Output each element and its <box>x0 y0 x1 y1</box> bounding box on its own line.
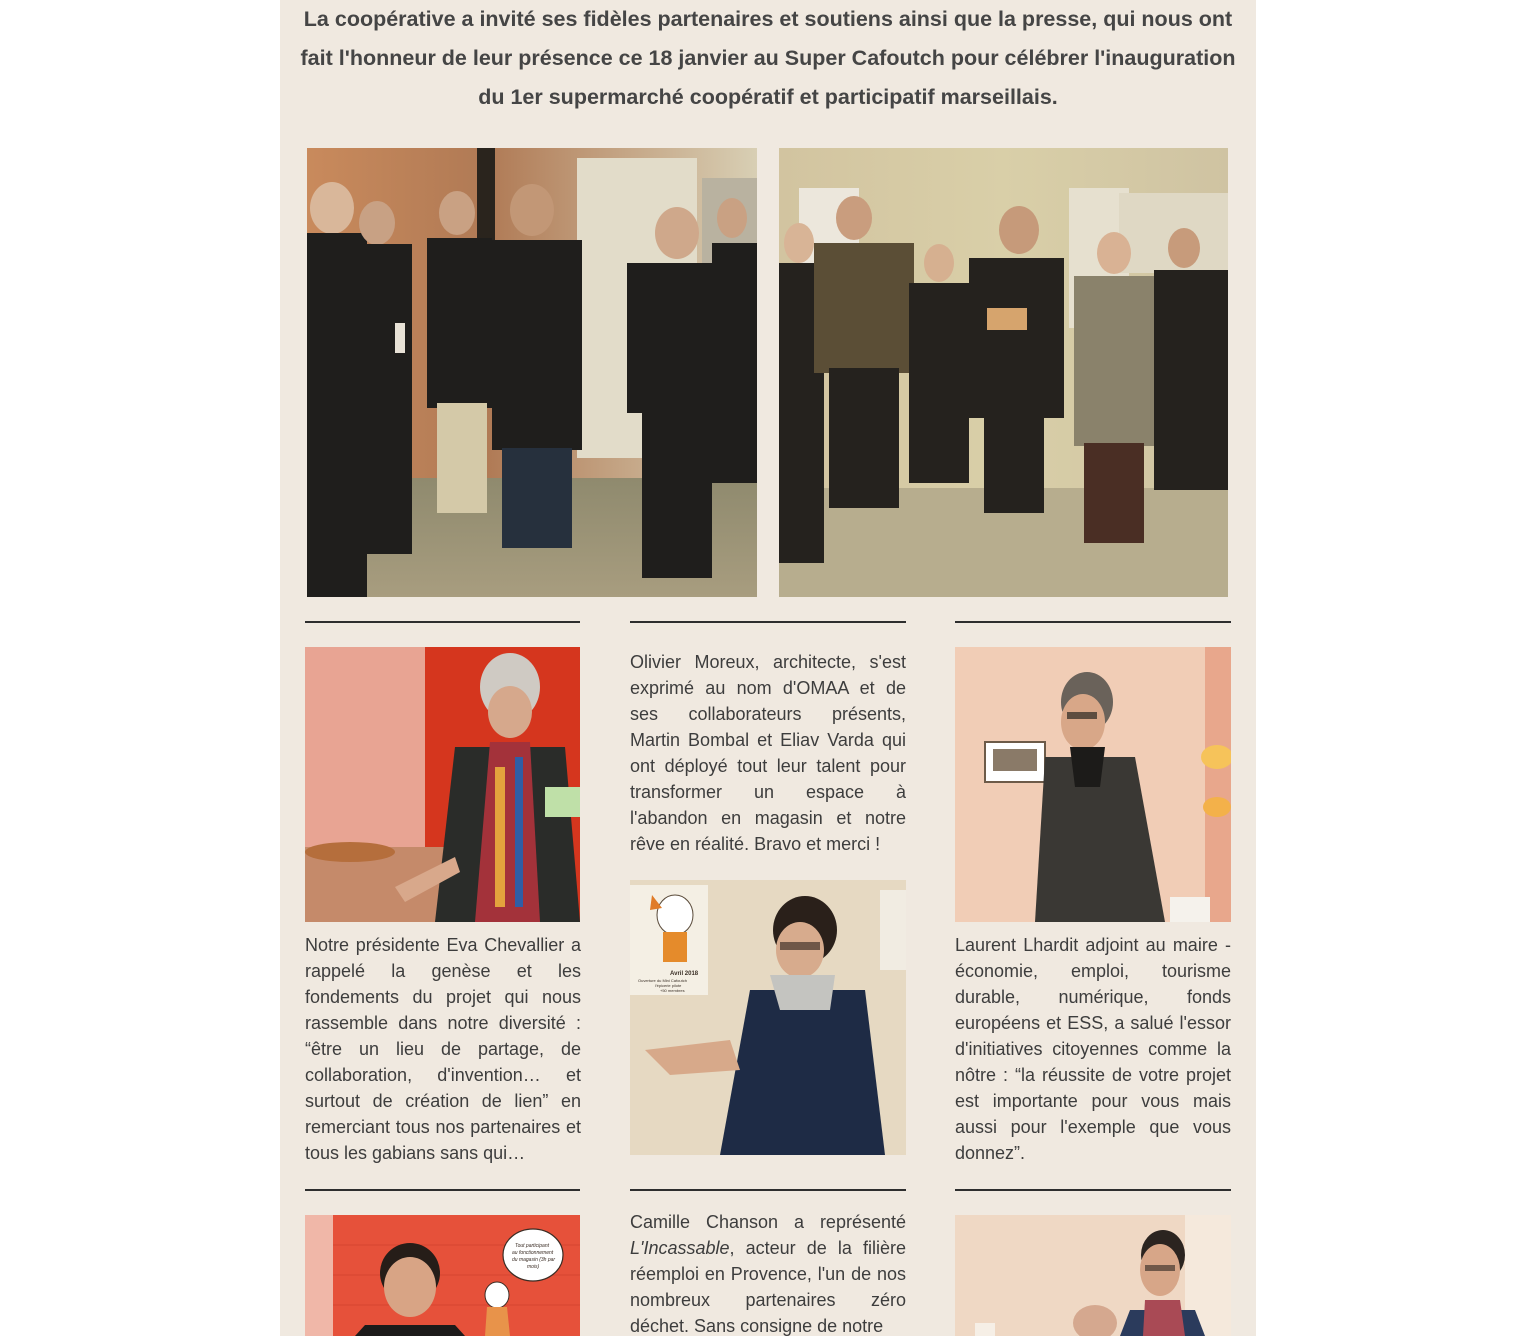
svg-text:du magasin (3h par: du magasin (3h par <box>512 1257 556 1263</box>
crowd-photo-left <box>307 148 757 597</box>
newsletter-page <box>280 0 1256 1336</box>
camille-name: Camille Chanson a représenté <box>630 1212 906 1232</box>
svg-text:l'épicerie pilote: l'épicerie pilote <box>655 983 682 988</box>
svg-text:Avril 2018: Avril 2018 <box>670 971 699 977</box>
divider-rule <box>630 621 906 623</box>
bottom-left-photo <box>305 1215 580 1336</box>
svg-text:+50 membres: +50 membres <box>660 988 685 993</box>
camille-org: L'Incassable <box>630 1238 730 1258</box>
divider-rule <box>305 1189 580 1191</box>
intro-text: La coopérative a invité ses fidèles partenaires et soutiens ainsi que la presse, qui nous ont fait l'honneur de leur présence ce 18 janvier au Super Cafoutch pour célébrer l'inauguration du 1er supermarché coopératif et participatif marseillais. <box>300 7 1236 109</box>
president-photo <box>305 647 580 922</box>
architect-photo <box>630 880 906 1155</box>
divider-rule <box>630 1189 906 1191</box>
bottom-right-photo <box>955 1215 1231 1336</box>
divider-rule <box>955 621 1231 623</box>
crowd-photo-right <box>779 148 1228 597</box>
divider-rule <box>305 621 580 623</box>
svg-text:mois): mois) <box>527 1264 540 1270</box>
camille-rest: , acteur de la filière réemploi en Provence, l'un de nos nombreux partenaires zéro déchet. Sans consigne de notre <box>630 1238 906 1336</box>
svg-text:au fonctionnement: au fonctionnement <box>512 1250 554 1256</box>
architect-caption: Olivier Moreux, architecte, s'est exprimé au nom d'OMAA et de ses collaborateurs présents, Martin Bombal et Eliav Varda qui ont déployé tout leur talent pour transformer un espace à l'abandon en magasin et notre rêve en réalité. Bravo et merci ! <box>630 652 906 854</box>
intro-paragraph <box>294 0 1242 117</box>
divider-rule <box>955 1189 1231 1191</box>
deputy-mayor-caption: Laurent Lhardit adjoint au maire - économie, emploi, tourisme durable, numérique, fonds européens et ESS, a salué l'essor d'initiatives citoyennes comme la nôtre : “la réussite de votre projet est importante pour vous mais aussi pour l'exemple que vous donnez”. <box>955 935 1231 1163</box>
camille-caption <box>630 1209 906 1336</box>
deputy-mayor-photo <box>955 647 1231 922</box>
president-caption: Notre présidente Eva Chevallier a rappelé la genèse et les fondements du projet qui nous rassemble dans notre diversité : “être un lieu de partage, de collaboration, d'invention… et surtout de création de lien” en remerciant tous nos partenaires et tous les gabians sans qui… <box>305 935 581 1163</box>
svg-text:Ouverture du Mini Cafoutch: Ouverture du Mini Cafoutch <box>638 978 687 983</box>
svg-text:Tout participant: Tout participant <box>515 1243 550 1249</box>
